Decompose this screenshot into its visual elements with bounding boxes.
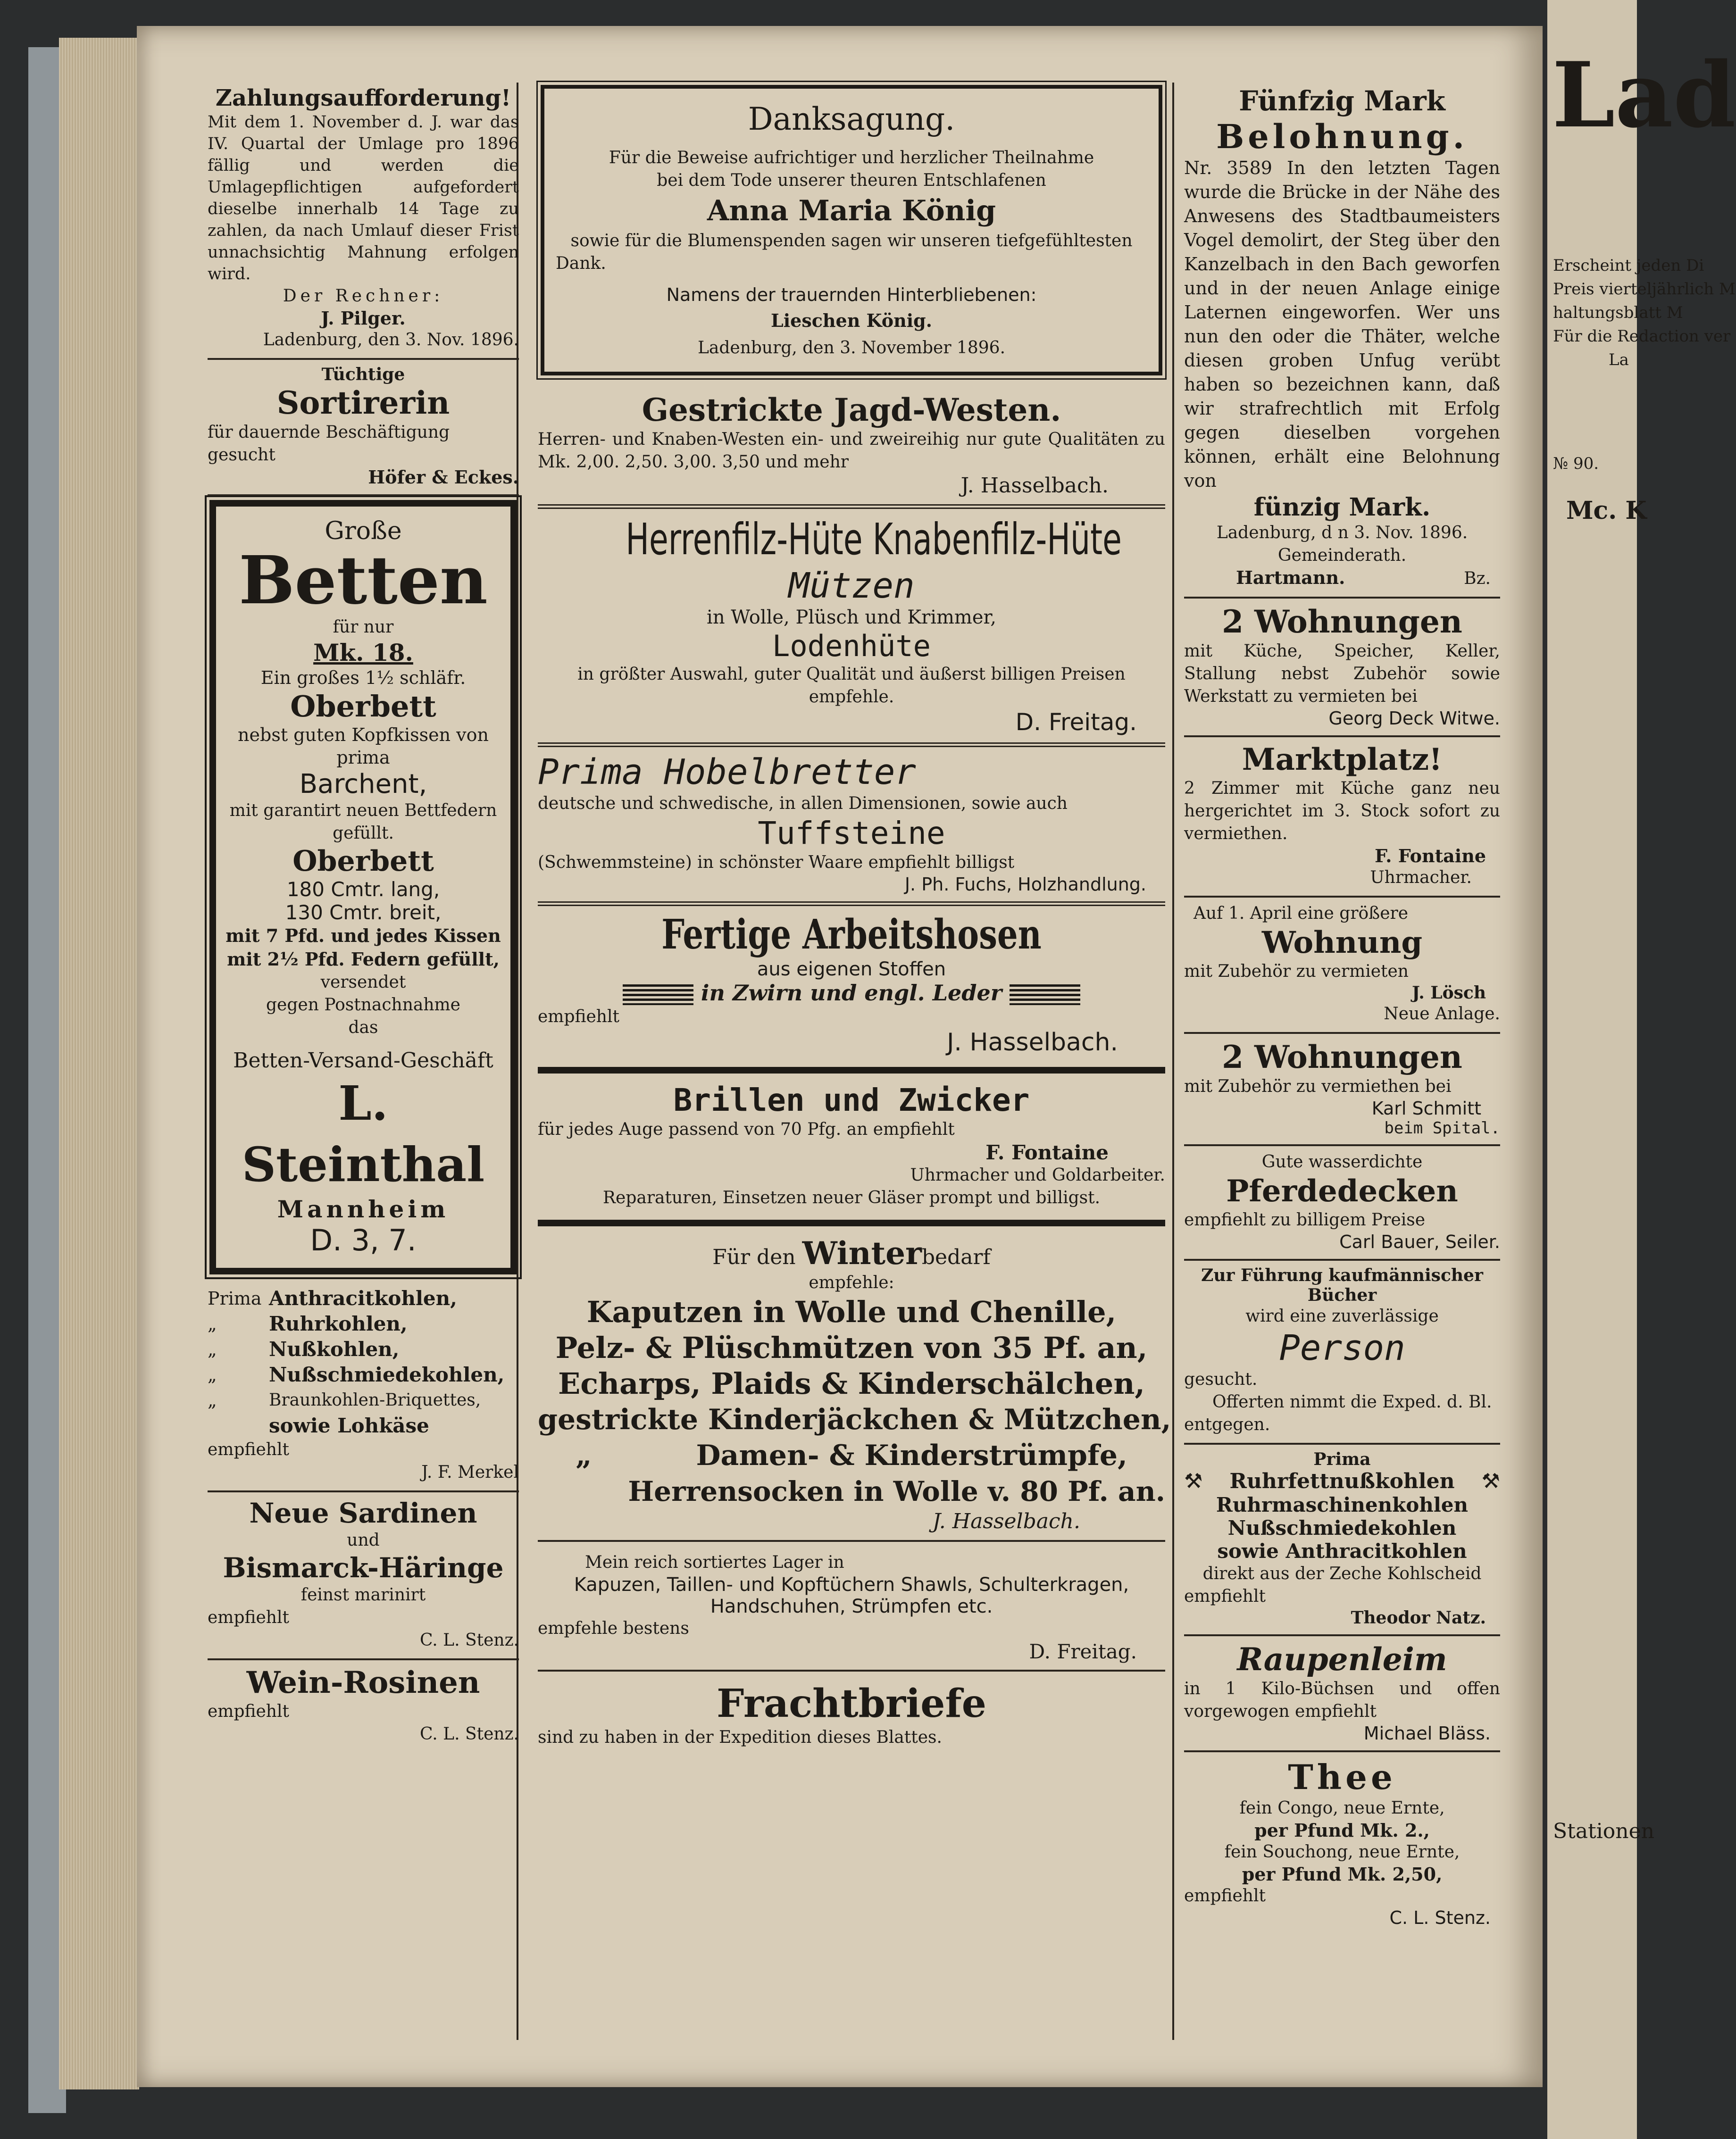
ad-line [538, 1235, 1165, 1272]
ad-signature: J. Ph. Fuchs, Holzhandlung. [904, 874, 1146, 895]
ad-signature: D. Freitag. [1029, 1640, 1137, 1663]
ad-line: Tuffsteine [758, 815, 945, 851]
ad-empf: empfiehlt [1184, 1886, 1266, 1906]
deceased-name: Anna Maria König [707, 194, 996, 227]
ad-signature: Karl Schmitt [1371, 1098, 1481, 1119]
ad-signature: J. F. Merkel [421, 1463, 519, 1482]
ad-line: gestrickte Kinderjäckchen & Mützchen, [538, 1403, 1171, 1436]
ad-line: fein Souchong, neue Ernte, [1224, 1842, 1460, 1862]
ad-line: Reparaturen, Einsetzen neuer Gläser prompt und billigst. [602, 1188, 1101, 1207]
ad-winterbedarf [538, 1230, 1171, 1542]
kohlen-item: Nußkohlen, [269, 1338, 400, 1361]
ad-line: mit Zubehör zu vermieten [1184, 962, 1409, 981]
ad-title: Frachtbriefe [717, 1681, 986, 1726]
betten-line: versendet [320, 973, 406, 992]
ad-signature: Carl Bauer, Seiler. [1339, 1232, 1500, 1252]
ad-signature: J. Lösch [1412, 983, 1486, 1003]
ad-body: Mit dem 1. November d. J. war das IV. Quartal der Umlage pro 1896 fällig und werden die Umlagepflichtigen aufgefordert dieselbe innerhalb 14 Tage zu zahlen, da nach Umlauf dieser Frist unnachsichtig Mahnung erfolgen wird. [208, 113, 519, 283]
ad-title: Danksagung. [748, 101, 955, 137]
ad-marktplatz [1184, 737, 1500, 898]
ad-title: Brillen und Zwicker [673, 1082, 1030, 1118]
betten-title: Betten [239, 542, 488, 619]
ad-danksagung [541, 85, 1162, 375]
text-fragment: Preis vierteljährlich M [1553, 280, 1736, 299]
ad-line: Prima [1313, 1449, 1371, 1469]
ad-title: Zahlungsaufforderung! [215, 85, 511, 111]
kohlen-list [208, 1286, 519, 1439]
ad-2-wohnungen-schmitt [1184, 1034, 1500, 1146]
ad-title: Prima Hobelbretter [538, 752, 916, 792]
ad-signature: F. Fontaine [985, 1141, 1109, 1164]
ad-line: Kaputzen in Wolle und Chenille, [586, 1295, 1117, 1329]
column-rule-2 [1172, 83, 1174, 2040]
ad-kohlen-merkel [208, 1278, 519, 1492]
kohlen-prima: Prima [208, 1288, 262, 1309]
ad-signature: J. Hasselbach. [960, 474, 1109, 498]
ad-line: empfiehlt zu billigem Preise [1184, 1210, 1426, 1230]
ad-signature: Michael Bläss. [1363, 1723, 1491, 1744]
ad-line: per Pfund Mk. 2,50, [1242, 1864, 1443, 1885]
ad-line: in größter Auswahl, guter Qualität und äußerst billigen Preisen empfehle. [577, 665, 1126, 707]
hammer-pick-icon: ⚒ [1184, 1469, 1203, 1493]
betten-line: Oberbett [290, 689, 436, 724]
ad-line: (Schwemmsteine) in schönster Waare empfiehlt billigst [538, 853, 1015, 872]
ad-body: mit Küche, Speicher, Keller, Stallung nebst Zubehör sowie Werkstatt zu vermieten bei [1184, 641, 1500, 706]
ad-line: Für die Beweise aufrichtiger und herzlicher Theilnahme [609, 148, 1094, 167]
betten-address: D. 3, 7. [310, 1223, 417, 1257]
ditto-mark: „ [208, 1339, 217, 1360]
ad-line: empfehle: [809, 1273, 894, 1292]
ad-line: Uhrmacher. [1370, 868, 1472, 887]
ad-line: sind zu haben in der Expedition dieses Blattes. [538, 1728, 942, 1747]
ad-line-text: Damen- & Kinderstrümpfe, [696, 1439, 1127, 1472]
adjacent-page [1547, 0, 1736, 2139]
ad-line: Zur Führung kaufmännischer Bücher [1201, 1265, 1483, 1305]
text-fragment: № 90. [1553, 454, 1599, 473]
ad-arbeitshosen [538, 906, 1165, 1063]
ad-line: Pelz- & Plüschmützen von 35 Pf. an, [555, 1331, 1148, 1365]
betten-line: Oberbett [292, 845, 434, 878]
column-1 [208, 80, 519, 1752]
divider-bar [538, 1220, 1165, 1226]
ad-title: Herrenfilz-Hüte Knabenfilz-Hüte [626, 514, 1122, 565]
ad-line-part: Winter [802, 1235, 922, 1272]
decor-bars [623, 984, 693, 1005]
ad-brillen [538, 1077, 1165, 1216]
ad-raupenleim [1184, 1636, 1500, 1752]
ad-line: Lodenhüte [772, 629, 931, 663]
ad-empf: empfiehlt [208, 1702, 289, 1721]
ad-line: in Wolle, Plüsch und Krimmer, [707, 607, 996, 628]
ad-line [538, 1438, 1165, 1473]
ad-line [538, 980, 1165, 1006]
ad-line: Dank. [556, 254, 606, 273]
ad-body: Nr. 3589 In den letzten Tagen wurde die Brücke in der Nähe des Anwesens des Stadtbaumeisters Vogel demolirt, der Steg über den Kanzelbach in den Bach geworfen und in der neuen Anlage einige Laternen eingeworfen. Wer uns nun den oder die Thäter, welche diesen groben Unfug verübt haben so bezeichnen kann, daß wir strafrechtlich mit Erfolg gegen dieselben vorgehen können, erhält eine Belohnung von [1184, 158, 1500, 491]
betten-line: mit 7 Pfd. und jedes Kissen mit 2½ Pfd. Federn gefüllt, [225, 925, 501, 970]
text-fragment: La [1609, 350, 1629, 369]
page-edges [59, 38, 139, 2089]
ad-signature: D. Freitag. [1015, 708, 1137, 736]
ad-line: Ruhrmaschinenkohlen [1216, 1493, 1469, 1516]
ad-line: Gemeinderath. [1277, 546, 1407, 565]
ad-title: Marktplatz! [1242, 742, 1443, 777]
ad-line: wird eine zuverlässige [1245, 1307, 1439, 1326]
ad-line: sowie Anthracitkohlen [1217, 1540, 1467, 1563]
kohlen-item: Braunkohlen-Briquettes, [269, 1390, 481, 1410]
betten-line: prima [336, 747, 390, 768]
ad-line-row [1184, 1469, 1500, 1493]
ad-line: Neue Anlage. [1384, 1004, 1500, 1024]
ad-signature: J. Hasselbach. [947, 1028, 1118, 1057]
ad-line: mit Zubehör zu vermiethen bei [1184, 1077, 1452, 1096]
ad-line: sowie für die Blumenspenden sagen wir unseren tiefgefühltesten [570, 231, 1133, 250]
ad-line: feinst marinirt [300, 1585, 426, 1605]
ad-line: Gute wasserdichte [1261, 1152, 1423, 1172]
betten-line: Barchent, [299, 769, 427, 799]
ad-title: Bismarck-Häringe [223, 1552, 504, 1584]
betten-line: nebst guten Kopfkissen von [238, 724, 489, 745]
ad-place-date: Ladenburg, den 3. Nov. 1896. [263, 330, 519, 350]
ad-filzhuete [538, 509, 1165, 747]
ad-title: Neue Sardinen [249, 1497, 477, 1529]
kohlen-item: sowie Lohkäse [269, 1414, 429, 1437]
hammer-pick-icon: ⚒ [1481, 1469, 1500, 1493]
column-3 [1184, 80, 1500, 1935]
ad-person [1184, 1261, 1500, 1445]
ad-title: Wein-Rosinen [246, 1665, 480, 1700]
ad-sardinen [208, 1492, 519, 1660]
ad-body: in 1 Kilo-Büchsen und offen vorgewogen empfiehlt [1184, 1679, 1500, 1721]
ad-empf: empfiehlt [538, 1007, 619, 1026]
ad-line: beim Spital. [1384, 1119, 1500, 1138]
ad-title: Gestrickte Jagd-Westen. [642, 391, 1061, 428]
ad-line: Offerten nimmt die Exped. d. Bl. [1212, 1392, 1492, 1412]
text-fragment: Für die Redaction ver [1553, 327, 1731, 346]
ad-signature: Theodor Natz. [1351, 1608, 1486, 1628]
column-2 [538, 80, 1171, 1756]
ad-line: und [347, 1531, 380, 1550]
text-fragment: Erscheint jeden Di [1553, 256, 1704, 275]
divider-bar [538, 1067, 1165, 1074]
ad-body: Herren- und Knaben-Westen ein- und zweireihig nur gute Qualitäten zu Mk. 2,00. 2,50. 3,00. 3,50 und mehr [538, 430, 1165, 472]
kohlen-prefix [208, 1286, 269, 1439]
betten-line: mit garantirt neuen Bettfedern gefüllt. [229, 801, 497, 843]
ad-line: per Pfund Mk. 2., [1254, 1820, 1430, 1841]
betten-line: 180 Cmtr. lang, [286, 878, 440, 901]
ad-title: Fertige Arbeitshosen [661, 911, 1042, 958]
ad-line-part: bedarf [921, 1245, 991, 1269]
ad-title: 2 Wohnungen [1222, 1039, 1462, 1075]
ditto-mark: „ [208, 1365, 217, 1385]
ad-line: Auf 1. April eine größere [1194, 904, 1409, 923]
ad-signature: Georg Deck Witwe. [1328, 708, 1500, 729]
betten-line: für nur [333, 617, 394, 637]
ad-title: 2 Wohnungen [1222, 603, 1462, 640]
masthead-fragment: Lad [1552, 42, 1736, 148]
betten-company: L. Steinthal [242, 1075, 485, 1192]
ad-signature: C. L. Stenz. [420, 1631, 519, 1650]
ad-title: Fünfzig Mark [1239, 85, 1445, 117]
ad-place-date: Ladenburg, den 3. November 1896. [697, 338, 1006, 358]
ad-betten-frame [209, 500, 517, 1274]
ad-signature: J. Hasselbach. [932, 1509, 1080, 1533]
ad-signature: C. L. Stenz. [1389, 1907, 1491, 1928]
ad-title: Sortirerin [276, 384, 450, 421]
ad-signature: Höfer & Eckes. [368, 466, 519, 488]
ad-line: Kapuzen, Taillen- und Kopftüchern Shawls, Schulterkragen, [574, 1574, 1129, 1596]
ad-line: Mützen [788, 566, 915, 606]
ad-title: Raupenleim [1237, 1641, 1447, 1678]
ad-line: Namens der trauernden Hinterbliebenen: [666, 284, 1037, 305]
ad-zahlungsaufforderung [208, 80, 519, 360]
ad-title: Wohnung [1261, 925, 1423, 960]
decor-bars [1010, 984, 1080, 1005]
ad-line: Bz. [1464, 569, 1491, 588]
ad-empf: empfiehlt [208, 1608, 289, 1627]
ad-line-text: in Zwirn und engl. Leder [701, 980, 1002, 1006]
betten-line: Betten-Versand-Geschäft [233, 1049, 493, 1073]
ditto-mark: „ [208, 1314, 217, 1334]
ad-signature: C. L. Stenz. [420, 1724, 519, 1744]
ad-body: für dauernde Beschäftigung gesucht [208, 423, 450, 465]
ditto-mark: „ [576, 1439, 592, 1472]
ad-line: fünzig Mark. [1253, 493, 1431, 522]
ad-ruhrkohlen [1184, 1445, 1500, 1636]
ad-line: Uhrmacher und Goldarbeiter. [910, 1165, 1165, 1185]
ad-jagd-westen [538, 380, 1165, 509]
ad-signature: Lieschen König. [771, 310, 932, 331]
ad-title: Person [1279, 1328, 1405, 1368]
ditto-mark: „ [208, 1390, 217, 1411]
ad-signature: Hartmann. [1236, 567, 1345, 588]
text-fragment: Stationen [1553, 1819, 1655, 1843]
ad-empf: empfiehlt [208, 1440, 289, 1459]
ad-wohnung-loesch [1184, 898, 1500, 1034]
ad-title: Belohnung. [1216, 117, 1468, 156]
ad-empf: empfiehlt [1184, 1587, 1266, 1606]
betten-line: das [348, 1018, 378, 1037]
kohlen-items [269, 1286, 504, 1439]
ad-signature: J. Pilger. [321, 308, 406, 329]
ad-line: Mein reich sortiertes Lager in [585, 1553, 844, 1572]
betten-price: Mk. 18. [313, 639, 413, 666]
ad-line: Ruhrfettnußkohlen [1229, 1469, 1455, 1493]
ad-role: Der Rechner: [283, 286, 444, 306]
betten-city: Mannheim [277, 1195, 450, 1223]
ad-2-wohnungen-deck [1184, 599, 1500, 737]
betten-line: Große [325, 517, 402, 545]
ad-belohnung [1184, 80, 1500, 599]
ad-wein-rosinen [208, 1660, 519, 1752]
ad-title: Thee [1288, 1757, 1396, 1797]
ad-line: empfehle bestens [538, 1619, 689, 1638]
ad-line-part: Für den [712, 1245, 796, 1269]
text-fragment: Mc. K [1566, 496, 1647, 525]
ad-line: direkt aus der Zeche Kohlscheid [1202, 1564, 1482, 1583]
ad-thee [1184, 1752, 1500, 1935]
ad-line: Handschuhen, Strümpfen etc. [710, 1596, 993, 1617]
ad-title: Pferdedecken [1226, 1174, 1458, 1209]
ad-place-date: Ladenburg, d n 3. Nov. 1896. [1216, 523, 1468, 542]
ad-hobelbretter [538, 747, 1165, 906]
ad-line: bei dem Tode unserer theuren Entschlafenen [657, 171, 1046, 190]
ad-frachtbriefe [538, 1672, 1165, 1756]
kohlen-item: Anthracitkohlen, [269, 1287, 457, 1310]
kohlen-item: Nußschmiedekohlen, [269, 1363, 505, 1386]
ad-line: deutsche und schwedische, in allen Dimensionen, sowie auch [538, 794, 1068, 813]
ad-freitag-lager [538, 1542, 1165, 1672]
ad-line: fein Congo, neue Ernte, [1239, 1798, 1445, 1818]
ad-line: gesucht. [1184, 1370, 1258, 1389]
betten-line: gegen Postnachnahme [266, 995, 460, 1015]
ad-pre: Tüchtige [321, 365, 405, 384]
ad-line: für jedes Auge passend von 70 Pfg. an empfiehlt [538, 1120, 955, 1139]
ad-line: aus eigenen Stoffen [757, 958, 946, 980]
betten-line: 130 Cmtr. breit, [285, 901, 442, 924]
ad-line: Nußschmiedekohlen [1227, 1516, 1457, 1540]
betten-line: Ein großes 1½ schläfr. [260, 667, 466, 688]
ad-line: Echarps, Plaids & Kinderschälchen, [558, 1366, 1145, 1401]
ad-body: 2 Zimmer mit Küche ganz neu hergerichtet im 3. Stock sofort zu vermiethen. [1184, 779, 1500, 843]
ad-sign-row [1184, 567, 1500, 590]
text-fragment: haltungsblatt M [1553, 303, 1683, 322]
kohlen-item: Ruhrkohlen, [269, 1312, 408, 1335]
ad-signature: F. Fontaine [1375, 845, 1486, 866]
ad-line: entgegen. [1184, 1415, 1270, 1434]
ad-sortiererin [208, 360, 519, 496]
ad-pferdedecken [1184, 1146, 1500, 1261]
ad-line: Herrensocken in Wolle v. 80 Pf. an. [628, 1475, 1165, 1507]
